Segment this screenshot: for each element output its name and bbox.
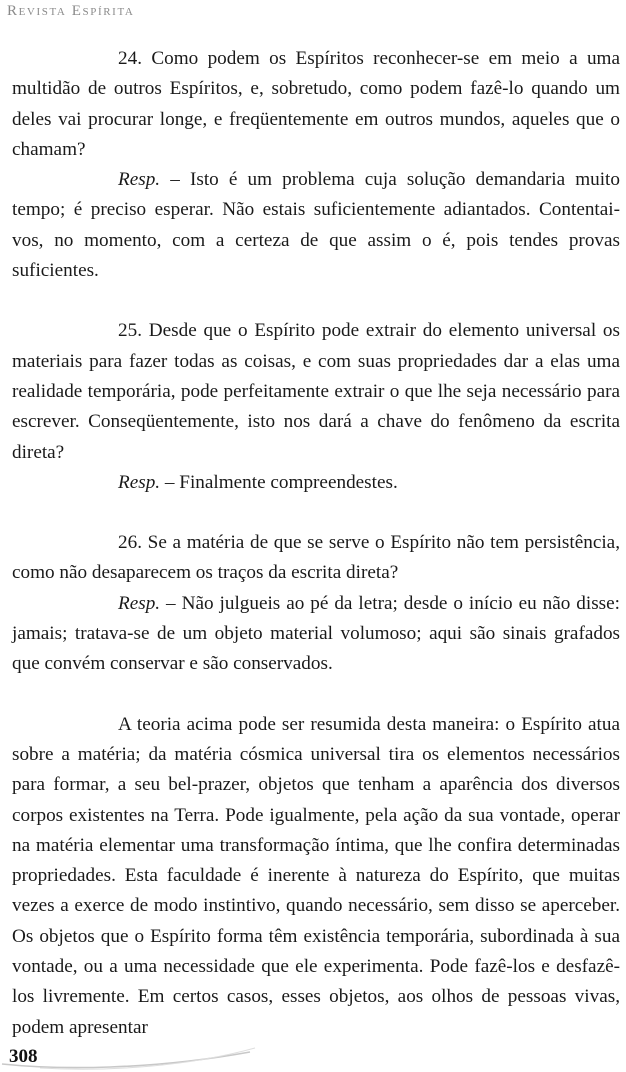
resp-label: Resp. xyxy=(118,471,161,493)
question-26: 26. Se a matéria de que se serve o Espírito não tem persistência, como não desaparecem os traços da escrita direta? xyxy=(12,532,620,584)
answer-24 xyxy=(12,165,620,286)
body-text xyxy=(12,44,620,1043)
answer-text: – Não julgueis ao pé da letra; desde o início eu não disse: jamais; tratava-se de um objeto material volumoso; aqui são sinais grafados que convém conservar e são conservados. xyxy=(12,592,620,675)
answer-text: – Isto é um problema cuja solução demandaria muito tempo; é preciso esperar. Não estais suficientemente adiantados. Contentai-vos, no momento, com a certeza de que assim o é, pois tendes provas suficientes. xyxy=(12,169,620,282)
resp-label: Resp. xyxy=(118,169,161,191)
page-swoosh-decoration xyxy=(0,1040,260,1072)
answer-25 xyxy=(12,468,620,498)
summary-paragraph: A teoria acima pode ser resumida desta maneira: o Espírito atua sobre a matéria; da matéria cósmica universal tira os elementos necessários para formar, a seu bel-prazer, objetos que tenham a aparência dos diversos corpos existentes na Terra. Pode igualmente, pela ação da sua vontade, operar na matéria elementar uma transformação íntima, que lhe confira determinadas propriedades. Esta faculdade é inerente à natureza do Espírito, que muitas vezes a exerce de modo instintivo, quando necessário, sem disso se aperceber. Os objetos que o Espírito forma têm existência temporária, subordinada à sua vontade, ou a uma necessidade que ele experimenta. Pode fazê-los e desfazê-los livremente. Em certos casos, esses objetos, aos olhos de pessoas vivas, podem apresentar xyxy=(12,713,620,1038)
resp-label: Resp. xyxy=(118,592,161,614)
answer-text: – Finalmente compreendestes. xyxy=(160,471,398,493)
question-25: 25. Desde que o Espírito pode extrair do elemento universal os materiais para fazer todas as coisas, e com suas propriedades dar a elas uma realidade temporária, pode perfeitamente extrair o que lhe seja necessário para escrever. Conseqüentemente, isto nos dará a chave do fenômeno da escrita direta? xyxy=(12,320,620,463)
answer-26 xyxy=(12,589,620,680)
question-24: 24. Como podem os Espíritos reconhecer-se em meio a uma multidão de outros Espíritos, e, sobretudo, como podem fazê-lo quando um deles vai procurar longe, e freqüentemente em outros mundos, aqueles que o chamam? xyxy=(12,48,620,160)
running-header: Revista Espírita xyxy=(7,3,135,19)
page-number: 308 xyxy=(9,1046,38,1067)
